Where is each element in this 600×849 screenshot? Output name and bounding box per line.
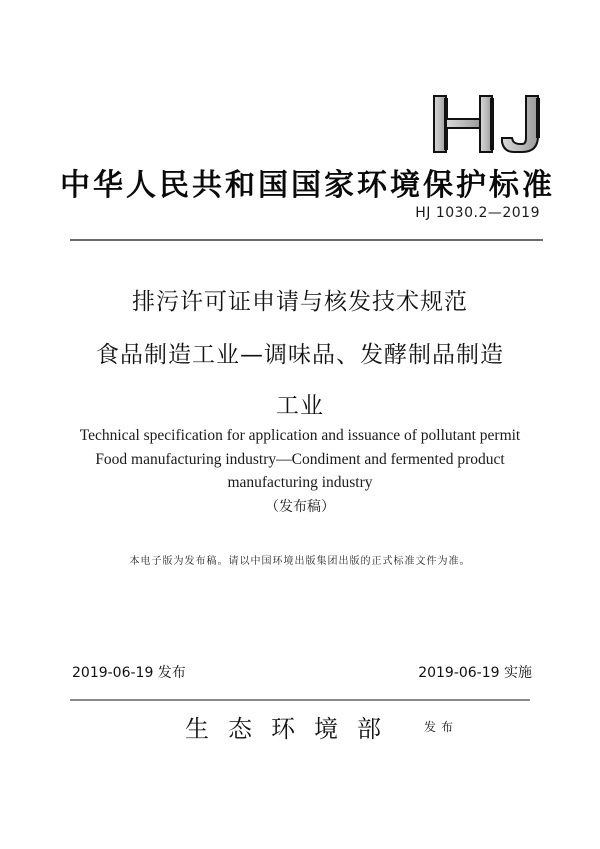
hj-standard-logo-icon [430,92,545,154]
chinese-title-line-3: 工业 [276,393,324,419]
chinese-title-line-2: 食品制造工业—调味品、发酵制品制造 [96,342,504,368]
english-title-line-1: Technical specification for application and issuance of pollutant permit [79,427,521,444]
top-divider [70,239,543,241]
issue-label: 发布 [424,720,459,734]
hj-logo [430,92,545,154]
chinese-title-line-1: 排污许可证申请与核发技术规范 [132,289,468,315]
english-title-line-2: Food manufacturing industry—Condiment and fermented product [95,451,505,468]
draft-label: （发布稿） [265,499,335,515]
implementation-date: 2019-06-19 实施 [418,665,532,681]
issue-date: 2019-06-19 发布 [72,665,186,681]
standard-body-title: 中华人民共和国国家环境保护标准 [60,168,555,203]
issuing-ministry: 生态环境部 [185,715,400,743]
bottom-divider [70,699,530,701]
electronic-version-notice: 本电子版为发布稿。请以中国环境出版集团出版的正式标准文件为准。 [129,556,471,567]
standard-number: HJ 1030.2—2019 [415,205,540,221]
english-title-line-3: manufacturing industry [227,474,373,491]
